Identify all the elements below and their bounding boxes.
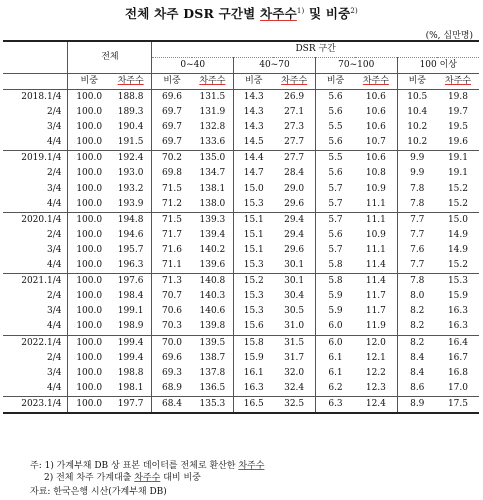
share-cell: 15.3 [234, 304, 274, 319]
share-cell: 69.3 [152, 366, 192, 381]
borrowers-cell: 138.0 [192, 197, 234, 213]
borrowers-cell: 138.7 [199, 352, 226, 363]
table-row [3, 166, 479, 181]
share-cell: 68.4 [152, 396, 192, 413]
borrowers-cell: 197.6 [117, 276, 144, 287]
share-cell: 14.4 [234, 151, 274, 167]
share-cell: 15.3 [234, 289, 274, 304]
borrowers-cell: 11.1 [365, 244, 386, 255]
share-cell: 15.1 [234, 243, 274, 258]
borrowers-cell: 19.1 [447, 153, 468, 164]
borrowers-cell: 27.3 [284, 122, 305, 133]
borrowers-cell: 30.1 [284, 276, 305, 287]
share-header: 비중 [68, 74, 110, 90]
borrowers-cell: 133.6 [192, 135, 234, 151]
borrowers-cell: 139.4 [199, 229, 226, 240]
share-cell: 100.0 [68, 319, 110, 335]
share-cell: 16.1 [234, 366, 274, 381]
borrowers-cell: 12.3 [355, 381, 397, 397]
share-cell: 100.0 [68, 151, 110, 167]
share-cell: 100.0 [68, 396, 110, 413]
share-cell: 5.6 [315, 135, 355, 151]
share-cell: 9.9 [397, 151, 437, 167]
borrowers-cell: 193.9 [110, 197, 152, 213]
borrowers-cell: 193.2 [117, 183, 144, 194]
borrowers-cell: 198.9 [110, 319, 152, 335]
share-cell: 14.3 [234, 90, 274, 106]
table-row [3, 351, 479, 366]
borrowers-cell: 193.0 [117, 168, 144, 179]
borrowers-cell: 19.8 [447, 92, 468, 102]
borrowers-cell: 12.0 [365, 337, 386, 348]
share-cell: 16.5 [234, 396, 274, 413]
footnote-2: 2) 전체 차주 가계대출 차주수 대비 비중 [44, 473, 201, 483]
quarter-cell: 3/4 [47, 367, 62, 378]
share-header: 비중 [397, 74, 437, 90]
borrowers-cell: 131.5 [199, 92, 226, 102]
share-cell: 100.0 [68, 258, 110, 274]
borrowers-cell: 32.4 [273, 381, 315, 397]
borrowers-cell: 136.5 [192, 381, 234, 397]
borrowers-cell: 194.6 [117, 229, 144, 240]
borrowers-cell: 140.3 [199, 291, 226, 302]
borrowers-cell: 27.1 [284, 107, 305, 118]
borrowers-cell: 135.3 [192, 396, 234, 413]
share-cell: 8.2 [397, 304, 437, 319]
share-cell: 100.0 [68, 335, 110, 351]
borrowers-cell: 134.7 [199, 168, 226, 179]
share-header: 비중 [234, 74, 274, 90]
borrowers-cell: 197.7 [110, 396, 152, 413]
footnote-1: 주: 1) 가계부채 DB 상 표본 데이터를 전체로 환산한 차주수 [30, 461, 265, 471]
borrowers-cell: 16.4 [447, 337, 468, 348]
share-cell: 15.1 [234, 228, 274, 243]
borrowers-cell: 11.7 [365, 306, 386, 317]
share-cell: 100.0 [68, 243, 110, 258]
share-cell: 15.8 [234, 335, 274, 351]
share-header: 비중 [152, 74, 192, 90]
share-cell: 7.7 [397, 228, 437, 243]
borrowers-cell: 189.3 [117, 107, 144, 118]
share-cell: 69.8 [152, 166, 192, 181]
borrowers-cell: 12.4 [355, 396, 397, 413]
borrowers-cell: 29.6 [284, 244, 305, 255]
borrowers-cell: 15.2 [437, 197, 479, 213]
quarter-cell: 2/4 [47, 107, 62, 118]
table-row [3, 90, 479, 106]
share-cell: 5.5 [315, 151, 355, 167]
borrowers-cell: 29.6 [273, 197, 315, 213]
share-cell: 5.9 [315, 289, 355, 304]
share-cell: 14.5 [234, 135, 274, 151]
share-cell: 69.7 [152, 120, 192, 135]
borrowers-cell: 11.1 [365, 214, 386, 225]
share-cell: 5.7 [315, 182, 355, 197]
borrowers-cell: 16.3 [447, 306, 468, 317]
share-cell: 100.0 [68, 166, 110, 181]
quarter-header-cell [3, 41, 68, 74]
table-row [3, 304, 479, 319]
table-row [3, 120, 479, 135]
table-row [3, 105, 479, 120]
share-cell: 100.0 [68, 274, 110, 290]
borrowers-cell: 29.4 [284, 229, 305, 240]
borrowers-cell: 132.8 [199, 122, 226, 133]
borrowers-cell: 140.6 [199, 306, 226, 317]
borrowers-header: 차주수 [110, 74, 152, 90]
band-header: 0~40 [152, 58, 234, 74]
borrowers-cell: 19.6 [437, 135, 479, 151]
share-cell: 7.8 [397, 274, 437, 290]
share-cell: 71.7 [152, 228, 192, 243]
borrowers-cell: 10.6 [365, 122, 386, 133]
share-cell: 9.9 [397, 166, 437, 181]
share-header: 비중 [315, 74, 355, 90]
borrowers-cell: 135.0 [199, 153, 226, 164]
quarter-cell: 4/4 [3, 319, 68, 335]
table-row [3, 212, 479, 228]
share-cell: 70.6 [152, 304, 192, 319]
borrowers-cell: 14.9 [447, 244, 468, 255]
borrowers-cell: 139.8 [192, 319, 234, 335]
borrowers-cell: 15.2 [447, 183, 468, 194]
share-cell: 14.3 [234, 120, 274, 135]
share-cell: 71.1 [152, 258, 192, 274]
table-row [3, 274, 479, 290]
share-cell: 5.5 [315, 120, 355, 135]
borrowers-cell: 10.9 [365, 183, 386, 194]
table-row [3, 335, 479, 351]
quarter-cell: 2/4 [47, 352, 62, 363]
share-cell: 5.7 [315, 197, 355, 213]
share-cell: 6.1 [315, 351, 355, 366]
share-cell: 15.6 [234, 319, 274, 335]
quarter-cell: 2/4 [47, 291, 62, 302]
borrowers-cell: 191.5 [110, 135, 152, 151]
borrowers-cell: 11.4 [365, 276, 386, 287]
borrowers-cell: 139.6 [192, 258, 234, 274]
share-cell: 8.9 [397, 396, 437, 413]
total-header: 전체 [68, 41, 152, 74]
share-cell: 15.3 [234, 258, 274, 274]
share-cell: 14.3 [234, 105, 274, 120]
borrowers-cell: 11.4 [355, 258, 397, 274]
table-row [3, 243, 479, 258]
table-row [3, 289, 479, 304]
borrowers-cell: 26.9 [284, 92, 305, 102]
table-row [3, 319, 479, 335]
borrowers-cell: 30.4 [284, 291, 305, 302]
share-cell: 70.7 [152, 289, 192, 304]
share-cell: 8.4 [397, 351, 437, 366]
quarter-cell: 4/4 [3, 258, 68, 274]
quarter-cell: 4/4 [3, 381, 68, 397]
share-cell: 100.0 [68, 351, 110, 366]
quarter-cell: 3/4 [47, 183, 62, 194]
borrowers-cell: 16.7 [447, 352, 468, 363]
unit-label: (%, 십만명) [425, 31, 473, 41]
share-cell: 6.3 [315, 396, 355, 413]
quarter-cell: 3/4 [47, 306, 62, 317]
borrowers-cell: 16.8 [447, 367, 468, 378]
share-cell: 7.7 [397, 212, 437, 228]
borrowers-cell: 19.7 [447, 107, 468, 118]
borrowers-cell: 32.0 [284, 367, 305, 378]
borrowers-cell: 28.4 [284, 168, 305, 179]
borrowers-cell: 139.3 [199, 214, 226, 225]
borrowers-cell: 31.5 [284, 337, 305, 348]
share-cell: 7.8 [397, 197, 437, 213]
share-cell: 100.0 [68, 182, 110, 197]
borrowers-header: 차주수 [437, 74, 479, 90]
share-cell: 6.0 [315, 335, 355, 351]
dsr-header: DSR 구간 [152, 41, 479, 58]
share-cell: 70.0 [152, 335, 192, 351]
band-header: 40~70 [234, 58, 316, 74]
share-cell: 10.2 [397, 120, 437, 135]
share-cell: 69.6 [152, 351, 192, 366]
share-cell: 7.6 [397, 243, 437, 258]
share-cell: 68.9 [152, 381, 192, 397]
borrowers-cell: 19.1 [447, 168, 468, 179]
borrowers-cell: 11.7 [365, 291, 386, 302]
share-cell: 15.0 [234, 182, 274, 197]
share-cell: 5.6 [315, 228, 355, 243]
borrowers-cell: 188.8 [117, 92, 144, 102]
borrowers-cell: 29.0 [284, 183, 305, 194]
borrowers-cell: 131.9 [199, 107, 226, 118]
share-cell: 69.6 [152, 90, 192, 106]
quarter-cell: 2/4 [47, 168, 62, 179]
band-header: 100 이상 [397, 58, 479, 74]
quarter-cell: 4/4 [3, 135, 68, 151]
borrowers-cell: 32.5 [273, 396, 315, 413]
borrowers-cell: 16.3 [437, 319, 479, 335]
quarter-cell: 2019.1/4 [21, 153, 62, 164]
borrowers-cell: 196.3 [110, 258, 152, 274]
share-cell: 100.0 [68, 381, 110, 397]
share-cell: 8.2 [397, 335, 437, 351]
borrowers-cell: 199.4 [117, 352, 144, 363]
share-cell: 100.0 [68, 120, 110, 135]
borrowers-cell: 15.9 [447, 291, 468, 302]
borrowers-cell: 19.5 [447, 122, 468, 133]
borrowers-cell: 30.5 [284, 306, 305, 317]
share-cell: 100.0 [68, 289, 110, 304]
share-cell: 71.3 [152, 274, 192, 290]
borrowers-cell: 137.8 [199, 367, 226, 378]
share-cell: 8.2 [397, 319, 437, 335]
borrowers-cell: 17.5 [437, 396, 479, 413]
share-cell: 10.2 [397, 135, 437, 151]
borrowers-cell: 11.1 [355, 197, 397, 213]
share-cell: 5.7 [315, 212, 355, 228]
table-row [3, 396, 479, 413]
borrowers-cell: 12.2 [365, 367, 386, 378]
borrowers-cell: 199.1 [117, 306, 144, 317]
quarter-cell: 2/4 [47, 229, 62, 240]
borrowers-cell: 138.1 [199, 183, 226, 194]
share-cell: 15.2 [234, 274, 274, 290]
borrowers-cell: 198.1 [110, 381, 152, 397]
share-cell: 100.0 [68, 197, 110, 213]
share-cell: 5.7 [315, 243, 355, 258]
quarter-cell: 4/4 [3, 197, 68, 213]
share-cell: 71.5 [152, 212, 192, 228]
share-cell: 100.0 [68, 304, 110, 319]
share-cell: 70.2 [152, 151, 192, 167]
share-cell: 15.1 [234, 212, 274, 228]
share-cell: 100.0 [68, 90, 110, 106]
share-cell: 6.1 [315, 366, 355, 381]
share-cell: 69.7 [152, 105, 192, 120]
borrowers-cell: 15.3 [447, 276, 468, 287]
share-cell: 15.3 [234, 197, 274, 213]
share-cell: 5.6 [315, 166, 355, 181]
share-cell: 10.5 [397, 90, 437, 106]
borrowers-cell: 199.4 [117, 337, 144, 348]
table-row [3, 366, 479, 381]
share-cell: 15.9 [234, 351, 274, 366]
borrowers-header: 차주수 [192, 74, 234, 90]
borrowers-cell: 195.7 [117, 244, 144, 255]
quarter-cell: 2018.1/4 [21, 92, 62, 102]
borrowers-cell: 17.0 [437, 381, 479, 397]
share-cell: 6.2 [315, 381, 355, 397]
quarter-cell: 2023.1/4 [3, 396, 68, 413]
share-cell: 16.3 [234, 381, 274, 397]
borrowers-cell: 10.7 [355, 135, 397, 151]
borrowers-cell: 10.6 [365, 107, 386, 118]
share-cell: 5.8 [315, 258, 355, 274]
share-cell: 8.0 [397, 289, 437, 304]
borrowers-cell: 10.8 [365, 168, 386, 179]
table-row [3, 151, 479, 167]
borrowers-cell: 14.9 [447, 229, 468, 240]
share-cell: 8.6 [397, 381, 437, 397]
borrowers-header: 차주수 [273, 74, 315, 90]
borrowers-cell: 198.8 [117, 367, 144, 378]
share-cell: 70.3 [152, 319, 192, 335]
borrowers-cell: 198.4 [117, 291, 144, 302]
borrowers-header: 차주수 [355, 74, 397, 90]
borrowers-cell: 140.8 [199, 276, 226, 287]
quarter-cell: 3/4 [47, 244, 62, 255]
borrowers-cell: 27.7 [273, 135, 315, 151]
table-row [3, 197, 479, 213]
borrowers-cell: 27.7 [284, 153, 305, 164]
quarter-cell: 2020.1/4 [21, 214, 62, 225]
share-cell: 71.5 [152, 182, 192, 197]
share-cell: 8.4 [397, 366, 437, 381]
share-cell: 10.4 [397, 105, 437, 120]
share-cell: 7.8 [397, 182, 437, 197]
dsr-table [3, 40, 479, 414]
borrowers-cell: 10.9 [365, 229, 386, 240]
borrowers-cell: 11.9 [355, 319, 397, 335]
borrowers-cell: 190.4 [117, 122, 144, 133]
share-cell: 100.0 [68, 228, 110, 243]
borrowers-cell: 31.7 [284, 352, 305, 363]
share-cell: 5.9 [315, 304, 355, 319]
quarter-cell: 3/4 [47, 122, 62, 133]
table-title: 전체 차주 DSR 구간별 차주수$^{1)}$ 및 비중$^{2)}$ [125, 6, 358, 21]
share-cell: 100.0 [68, 212, 110, 228]
share-cell: 100.0 [68, 366, 110, 381]
borrowers-cell: 15.0 [447, 214, 468, 225]
borrowers-cell: 31.0 [273, 319, 315, 335]
borrowers-cell: 12.1 [365, 352, 386, 363]
share-cell: 100.0 [68, 105, 110, 120]
borrowers-cell: 30.1 [273, 258, 315, 274]
share-cell: 5.6 [315, 105, 355, 120]
table-row [3, 381, 479, 397]
table-row [3, 258, 479, 274]
table-row [3, 182, 479, 197]
quarter-cell: 2021.1/4 [21, 276, 62, 287]
borrowers-cell: 10.6 [365, 92, 386, 102]
share-cell: 71.6 [152, 243, 192, 258]
borrowers-cell: 192.4 [117, 153, 144, 164]
band-header: 70~100 [315, 58, 397, 74]
share-cell: 14.7 [234, 166, 274, 181]
share-cell: 6.0 [315, 319, 355, 335]
borrowers-cell: 10.6 [365, 153, 386, 164]
borrowers-cell: 29.4 [284, 214, 305, 225]
share-cell: 69.7 [152, 135, 192, 151]
table-row [3, 135, 479, 151]
share-cell: 71.2 [152, 197, 192, 213]
quarter-cell: 2022.1/4 [21, 337, 62, 348]
share-cell: 7.7 [397, 258, 437, 274]
share-cell: 5.8 [315, 274, 355, 290]
borrowers-cell: 15.2 [437, 258, 479, 274]
source-note: 자료: 한국은행 시산(가계부채 DB) [30, 487, 167, 497]
share-cell: 100.0 [68, 135, 110, 151]
borrowers-cell: 194.8 [117, 214, 144, 225]
borrowers-cell: 140.2 [199, 244, 226, 255]
share-cell: 5.6 [315, 90, 355, 106]
footnotes [30, 460, 264, 484]
borrowers-cell: 139.5 [199, 337, 226, 348]
table-row [3, 228, 479, 243]
